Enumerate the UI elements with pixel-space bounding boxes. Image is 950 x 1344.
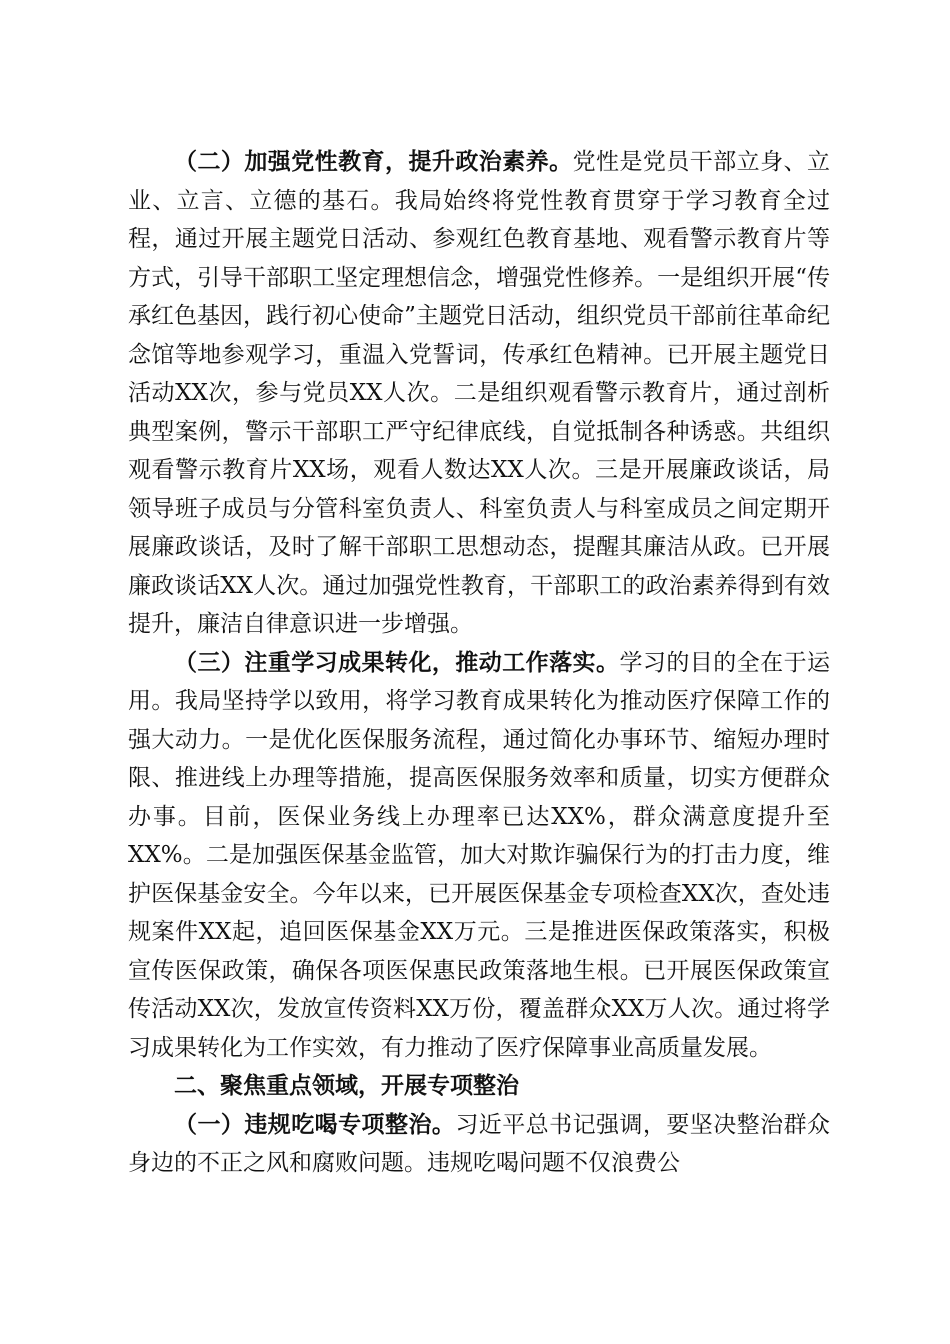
document-page [128, 143, 830, 1183]
paragraph-lead: （二）加强党性教育，提升政治素养。 [174, 149, 573, 175]
paragraph-lead: （一）违规吃喝专项整治。 [174, 1111, 456, 1138]
section-heading: 二、聚焦重点领域，开展专项整治 [174, 1073, 519, 1099]
paragraph-body: 习近平总书记强调，要坚决整治群众身边的不正之风和腐败问题。违规吃喝问题不仅浪费公 [128, 1111, 831, 1176]
paragraph-body: 学习的目的全在于运用。我局坚持学以致用，将学习教育成果转化为推动医疗保障工作的强大动力。一是优化医保服务流程，通过简化办事环节、缩短办理时限、推进线上办理等措施，提高医保服务效率和质量，切实方便群众办事。目前，医保业务线上办理率已达XX%，群众满意度提升至XX%。二是加强医保基金监管，加大对欺诈骗保行为的打击力度，维护医保基金安全。今年以来，已开展医保基金专项检查XX次，查处违规案件XX起，追回医保基金XX万元。三是推进医保政策落实，积极宣传医保政策，确保各项医保惠民政策落地生根。已开展医保政策宣传活动XX次，发放宣传资料XX万份，覆盖群众XX万人次。通过将学习成果转化为工作实效，有力推动了医疗保障事业高质量发展。 [128, 649, 831, 1061]
paragraph-dining-rectification [128, 1106, 830, 1183]
paragraph-party-education [128, 143, 830, 644]
paragraph-learning-outcomes [128, 644, 830, 1068]
paragraph-lead: （三）注重学习成果转化，推动工作落实。 [174, 649, 620, 676]
paragraph-body: 党性是党员干部立身、立业、立言、立德的基石。我局始终将党性教育贯穿于学习教育全过程，通过开展主题党日活动、参观红色教育基地、观看警示教育片等方式，引导干部职工坚定理想信念，增强党性修养。一是组织开展“传承红色基因，践行初心使命”主题党日活动，组织党员干部前往革命纪念馆等地参观学习，重温入党誓词，传承红色精神。已开展主题党日活动XX次，参与党员XX人次。二是组织观看警示教育片，通过剖析典型案例，警示干部职工严守纪律底线，自觉抵制各种诱惑。共组织观看警示教育片XX场，观看人数达XX人次。三是开展廉政谈话，局领导班子成员与分管科室负责人、科室负责人与科室成员之间定期开展廉政谈话，及时了解干部职工思想动态，提醒其廉洁从政。已开展廉政谈话XX人次。通过加强党性教育，干部职工的政治素养得到有效提升，廉洁自律意识进一步增强。 [128, 149, 831, 637]
